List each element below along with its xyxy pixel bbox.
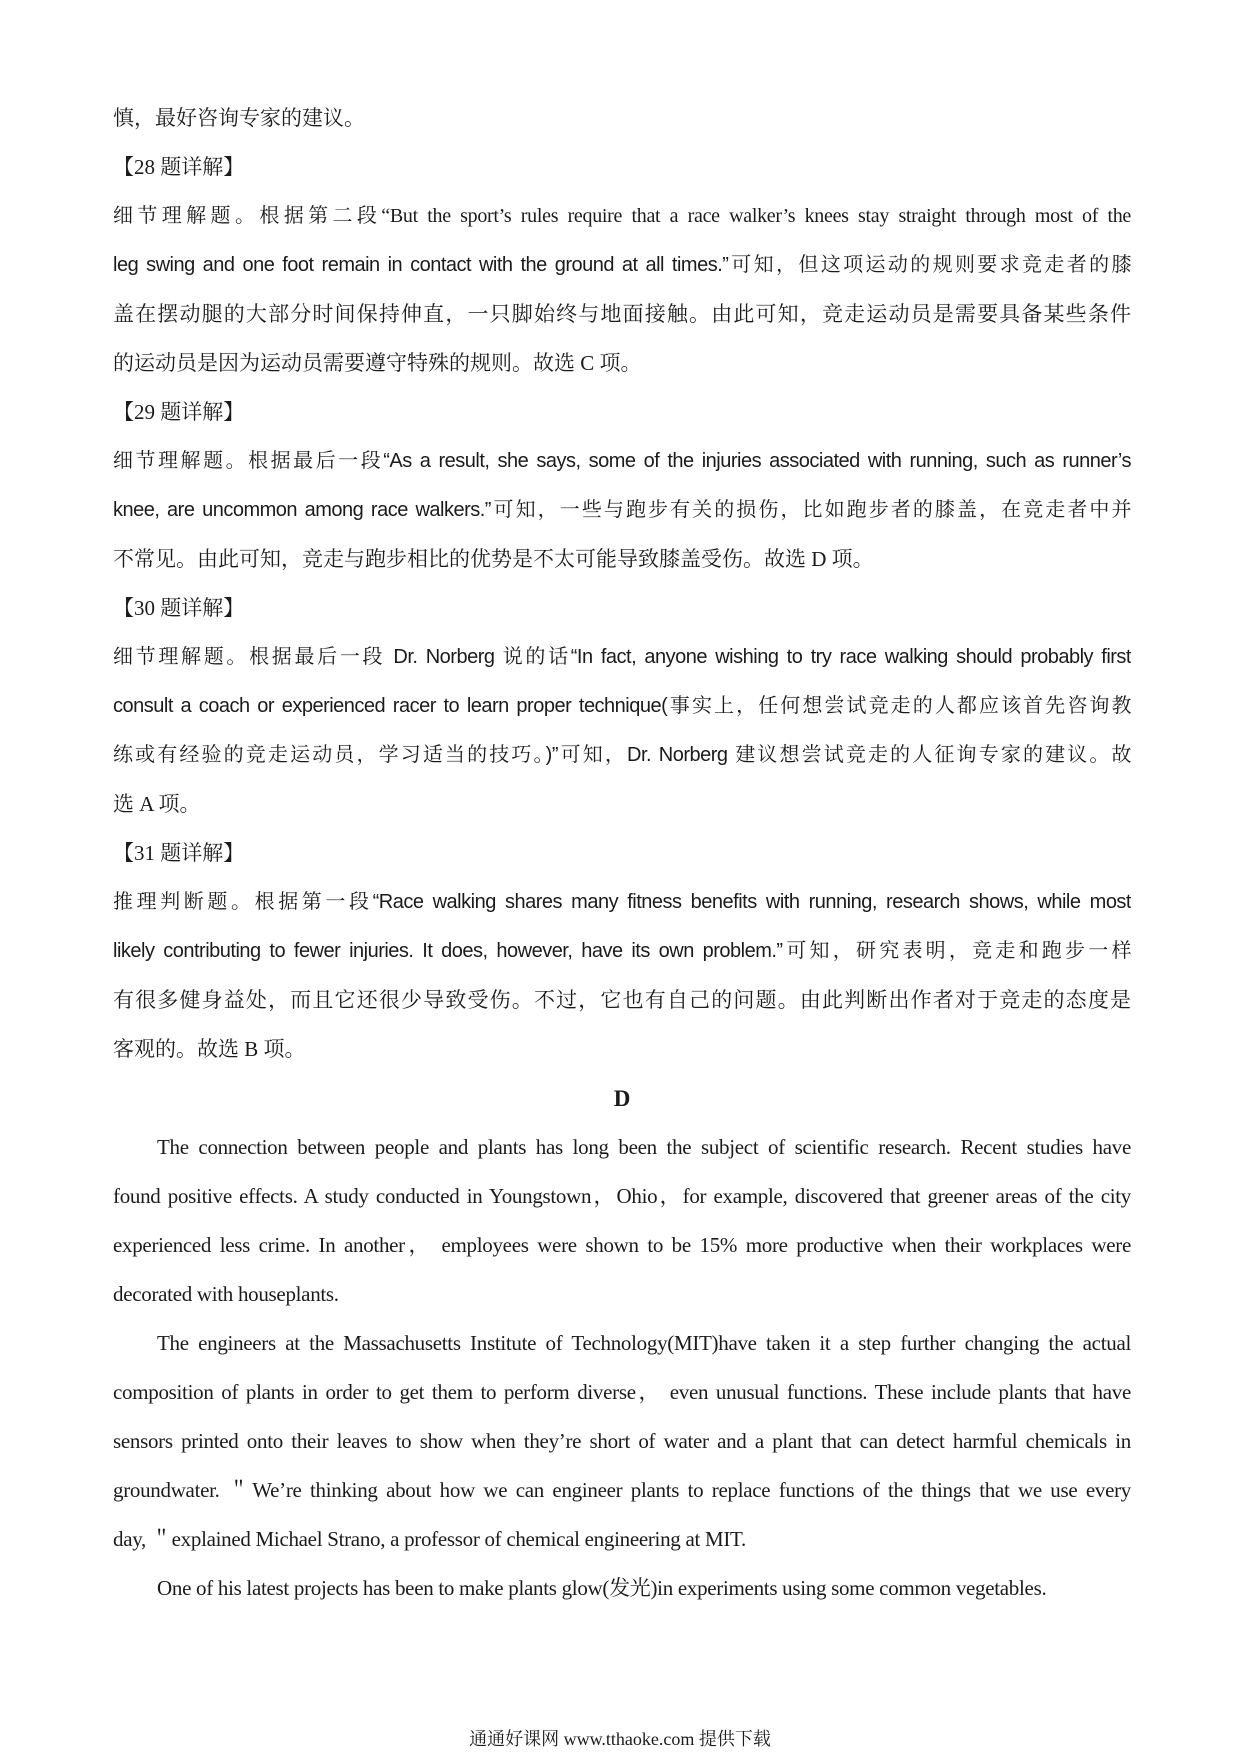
explanation-line: 推理判断题。根据第一段“Race walking shares many fitness benefits with running, research shows, while most [113, 891, 1131, 913]
page-footer: 通通好课网 www.tthaoke.com 提供下载 [469, 1729, 771, 1749]
passage-label: D [613, 1086, 631, 1111]
explanation-heading: 【29 题详解】 [113, 400, 245, 424]
passage-paragraph [113, 1123, 1131, 1319]
explanation-line: 不常见。由此可知，竞走与跑步相比的优势是不太可能导致膝盖受伤。故选 D 项。 [113, 547, 874, 571]
explanation-line: consult a coach or experienced racer to learn proper technique(事实上，任何想尝试竞走的人都应该首先咨询教 [113, 695, 1131, 717]
passage-line: The engineers at the Massachusetts Institute of Technology(MIT)have taken it a step further changing the actual [157, 1331, 1131, 1355]
explanation-line: 选 A 项。 [113, 792, 201, 816]
explanation-28 [113, 143, 1131, 388]
passage-line: found positive effects. A study conducted in Youngstown，Ohio，for example, discovered that greener areas of the city [113, 1184, 1131, 1208]
explanation-heading: 【28 题详解】 [113, 155, 245, 179]
passage-line: The connection between people and plants has long been the subject of scientific research. Recent studies have [157, 1135, 1131, 1159]
continuation-line: 慎，最好咨询专家的建议。 [113, 106, 365, 130]
passage-line: sensors printed onto their leaves to show when they’re short of water and a plant that can detect harmful chemicals in [113, 1429, 1131, 1453]
explanation-line: leg swing and one foot remain in contact with the ground at all times.”可知，但这项运动的规则要求竞走者的膝 [113, 254, 1131, 276]
explanation-line: 盖在摆动腿的大部分时间保持伸直，一只脚始终与地面接触。由此可知，竞走运动员是需要具备某些条件 [113, 302, 1131, 326]
passage-paragraph [113, 1564, 1131, 1613]
passage-line: One of his latest projects has been to make plants glow(发光)in experiments using some common vegetables. [157, 1576, 1047, 1600]
explanation-line: 有很多健身益处，而且它还很少导致受伤。不过，它也有自己的问题。由此判断出作者对于竞走的态度是 [113, 988, 1131, 1012]
explanation-line: 客观的。故选 B 项。 [113, 1037, 306, 1061]
explanation-29 [113, 388, 1131, 584]
explanation-heading: 【30 题详解】 [113, 596, 245, 620]
page-content [113, 94, 1131, 1613]
explanation-31 [113, 829, 1131, 1074]
passage-line: experienced less crime. In another， employees were shown to be 15% more productive when their workplaces were [113, 1233, 1131, 1257]
explanation-line: likely contributing to fewer injuries. It does, however, have its own problem.”可知，研究表明，竞走和跑步一样 [113, 940, 1131, 962]
explanation-line: 细节理解题。根据最后一段 Dr. Norberg 说的话“In fact, anyone wishing to try race walking should probably first [113, 646, 1131, 668]
passage-line: decorated with houseplants. [113, 1282, 339, 1306]
explanation-30 [113, 584, 1131, 829]
explanation-line: 练或有经验的竞走运动员，学习适当的技巧。)”可知，Dr. Norberg 建议想尝试竞走的人征询专家的建议。故 [113, 744, 1131, 766]
explanation-line: 的运动员是因为运动员需要遵守特殊的规则。故选 C 项。 [113, 351, 642, 375]
passage-line: day, ＂explained Michael Strano, a professor of chemical engineering at MIT. [113, 1527, 746, 1551]
explanation-line: knee, are uncommon among race walkers.”可知，一些与跑步有关的损伤，比如跑步者的膝盖，在竞走者中并 [113, 499, 1131, 521]
reading-passage [113, 1074, 1131, 1613]
explanation-line: 细节理解题。根据最后一段“As a result, she says, some of the injuries associated with running, such as runner’s [113, 450, 1131, 472]
passage-line: groundwater. ＂We’re thinking about how we can engineer plants to replace functions of the things that we use every [113, 1478, 1131, 1502]
explanation-heading: 【31 题详解】 [113, 841, 245, 865]
passage-line: composition of plants in order to get them to perform diverse， even unusual functions. These include plants that have [113, 1380, 1131, 1404]
explanation-line: 细节理解题。根据第二段“But the sport’s rules require that a race walker’s knees stay straight through most of the [113, 205, 1131, 227]
passage-paragraph [113, 1319, 1131, 1564]
